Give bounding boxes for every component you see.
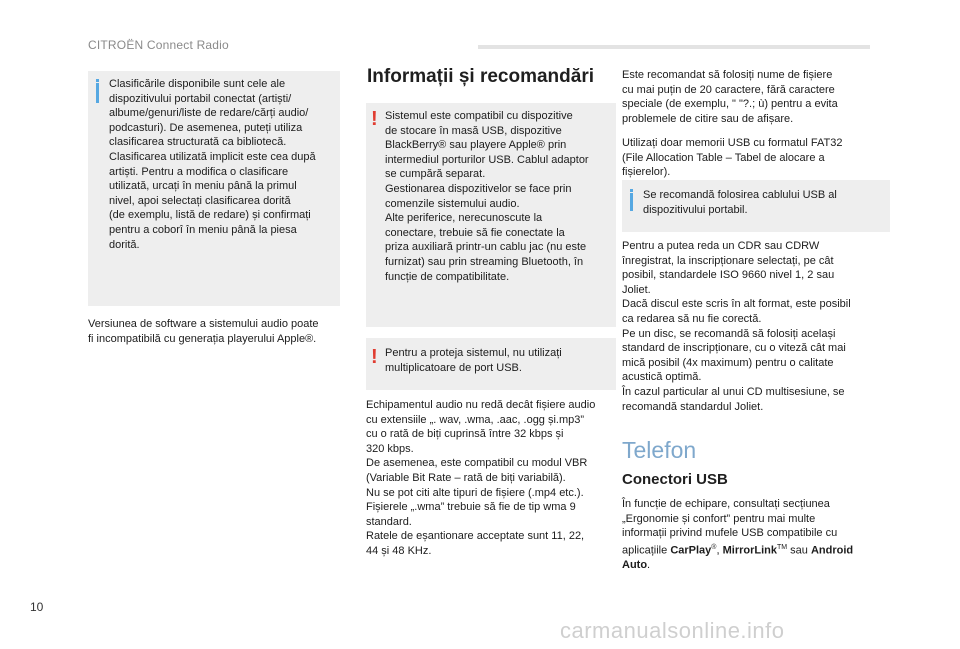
col3-paragraph-fat32: Utilizați doar memorii USB cu formatul FAT32 (File Allocation Table – Tabel de alocare a fișierelor).: [622, 137, 843, 179]
col3-paragraph-cd: Pentru a putea reda un CDR sau CDRW înregistrat, la inscripționare selectați, pe cât posibil, standardele ISO 9660 nivel 1, 2 sau Joliet. Dacă discul este scris în alt format, este posibil ca redarea să nu fie corectă. Pe un disc, se recomandă să folosiți același standard de inscripționare, cu o viteză cât mai mică posibil (4x maximum) pentru o calitate acustică optimă. În cazul particular al unui CD multisesiune, se recomandă standardul Joliet.: [622, 240, 851, 413]
carplay-name: CarPlay: [670, 544, 712, 557]
warning-icon: !: [371, 346, 378, 368]
col2-paragraph: Echipamentul audio nu redă decât fișiere audio cu extensiile „. wav, .wma, .aac, .ogg și.mp3” cu o rată de biți cuprinsă între 32 kbps și 320 kbps. De asemenea, este compatibil cu modul VBR (Variable Bit Rate – rată de biți variabilă). Nu se pot citi alte tipuri de fișiere (.mp4 etc.). Fișierele „.wma” trebuie să fie de tip wma 9 standard. Ratele de eșantionare acceptate sunt 11, 22, 44 și 48 KHz.: [366, 399, 596, 557]
info-icon-dot: [96, 79, 99, 82]
usb-sep: ,: [716, 544, 723, 557]
info-icon: [630, 193, 633, 211]
usb-or: sau: [787, 544, 811, 557]
warning-box-text: Pentru a proteja sistemul, nu utilizați multiplicatoare de port USB.: [385, 347, 562, 374]
section-heading: Informații și recomandări: [367, 66, 595, 87]
info-box-cable: [622, 180, 890, 232]
warning-box-port: [366, 338, 616, 390]
warning-icon: !: [371, 108, 378, 130]
col3-paragraph-usb: [622, 497, 892, 573]
mirrorlink-tm: TM: [777, 543, 788, 551]
chapter-title: Telefon: [622, 437, 697, 463]
usb-line-5: [622, 558, 892, 573]
android-auto-name-2: Auto: [622, 559, 648, 572]
mirrorlink-name: MirrorLink: [722, 544, 777, 557]
col3-paragraph-filenames: Este recomandat să folosiți nume de fișiere cu mai puțin de 20 caractere, fără caractere speciale (de exemplu, " "?.; ù) pentru a evita problemele de citire sau de afișare.: [622, 69, 838, 125]
usb-period: .: [647, 559, 651, 572]
info-icon: [96, 83, 99, 103]
usb-line-3: informații privind mufele USB compatibile cu: [622, 527, 838, 540]
subsection-heading: Conectori USB: [622, 471, 728, 488]
watermark: carmanualsonline.info: [560, 618, 785, 643]
warning-box-compat: [366, 103, 616, 327]
header-title: CITROËN Connect Radio: [88, 38, 229, 52]
page-number: 10: [30, 600, 44, 614]
info-box-classification: [88, 71, 340, 306]
usb-prefix: aplicațiile: [622, 544, 671, 557]
info-box-text: Se recomandă folosirea cablului USB al dispozitivului portabil.: [643, 189, 837, 216]
info-box-text: Clasificările disponibile sunt cele ale dispozitivului portabil conectat (artiști/ albume/genuri/liste de redare/cărți audio/ podcasturi). De asemenea, puteți utiliza clasificarea structurată ca bibliotecă. Clasificarea utilizată implicit este cea după artiști. Pentru a modifica o clasificare utilizată, urcați în meniu până la primul nivel, apoi selectați clasificarea dorită (de exemplu, listă de redare) și confirmați pentru a coborî în meniu până la piesa dorită.: [109, 78, 316, 251]
carplay-reg: ®: [711, 543, 717, 551]
header-divider: [478, 45, 870, 49]
usb-line-1: În funcție de echipare, consultați secțiunea: [622, 498, 830, 510]
info-icon-dot: [630, 189, 633, 192]
android-auto-name-1: Android: [810, 544, 854, 557]
usb-line-2: „Ergonomie și confort” pentru mai multe: [622, 512, 816, 525]
col1-paragraph: Versiunea de software a sistemului audio poate fi incompatibilă cu generația playerului Apple®.: [88, 318, 319, 345]
warning-box-text: Sistemul este compatibil cu dispozitive de stocare în masă USB, dispozitive BlackBerry® sau playere Apple® prin intermediul porturilor USB. Cablul adaptor se cumpără separat. Gestionarea dispozitivelor se face prin comenzile sistemului audio. Alte periferice, nerecunoscute la conectare, trebuie să fie conectate la priza auxiliară printr-un cablu jac (nu este furnizat) sau prin streaming Bluetooth, în funcție de compatibilitate.: [385, 110, 589, 283]
usb-line-4: [622, 541, 892, 558]
